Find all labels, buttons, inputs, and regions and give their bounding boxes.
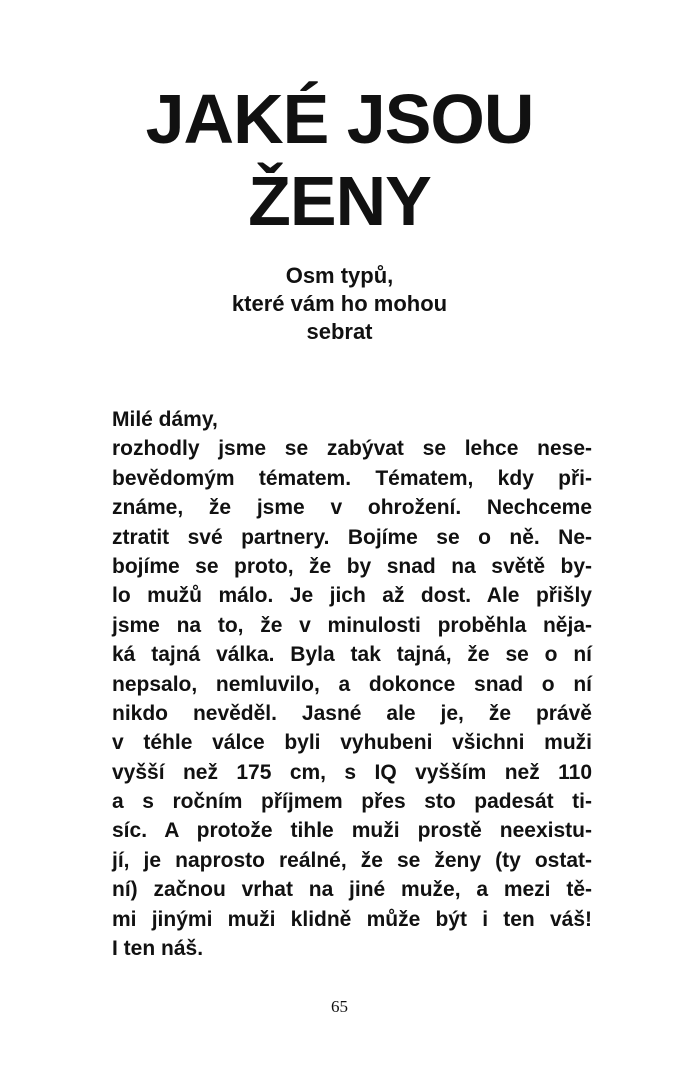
subtitle-line-2: které vám ho mohou — [231, 291, 448, 316]
chapter-title-line-2: ŽENY — [248, 162, 431, 240]
body-line-last: I ten náš. — [112, 937, 204, 961]
subtitle-line-1: Osm typů, — [285, 263, 394, 288]
body-line: vyšší než 175 cm, s IQ vyšším než 110 — [112, 760, 592, 784]
body-line: nepsalo, nemluvilo, a dokonce snad o ní — [112, 672, 592, 696]
chapter-subtitle — [0, 262, 679, 346]
body-line: bojíme se proto, že by snad na světě by- — [112, 554, 592, 578]
body-line: ká tajná válka. Byla tak tajná, že se o ní — [112, 643, 592, 667]
body-line: a s ročním příjmem přes sto padesát ti- — [112, 790, 592, 814]
salutation-line: Milé dámy, — [112, 408, 218, 431]
body-line: v téhle válce byli vyhubeni všichni muži — [112, 731, 592, 755]
body-line: síc. A protože tihle muži prostě neexistu- — [112, 819, 592, 843]
body-line: ní) začnou vrhat na jiné muže, a mezi tě- — [112, 878, 592, 902]
body-line: ztratit své partnery. Bojíme se o ně. Ne- — [112, 525, 592, 549]
body-line: bevědomým tématem. Tématem, kdy při- — [112, 466, 592, 490]
body-line: nikdo nevěděl. Jasné ale je, že právě — [112, 701, 592, 725]
subtitle-line-3: sebrat — [306, 319, 373, 344]
body-line: jsme na to, že v minulosti proběhla něja- — [112, 613, 592, 637]
body-line: známe, že jsme v ohrožení. Nechceme — [112, 496, 592, 520]
body-line: lo mužů málo. Je jich až dost. Ale přišly — [112, 584, 592, 608]
chapter-title — [0, 78, 679, 242]
body-line: mi jinými muži klidně může být i ten váš! — [112, 907, 592, 931]
body-paragraph — [112, 405, 592, 963]
body-line: jí, je naprosto reálné, že se ženy (ty ostat- — [112, 848, 592, 872]
chapter-title-line-1: JAKÉ JSOU — [145, 80, 534, 158]
page-number: 65 — [331, 997, 348, 1016]
body-line: rozhodly jsme se zabývat se lehce nese- — [112, 437, 592, 461]
